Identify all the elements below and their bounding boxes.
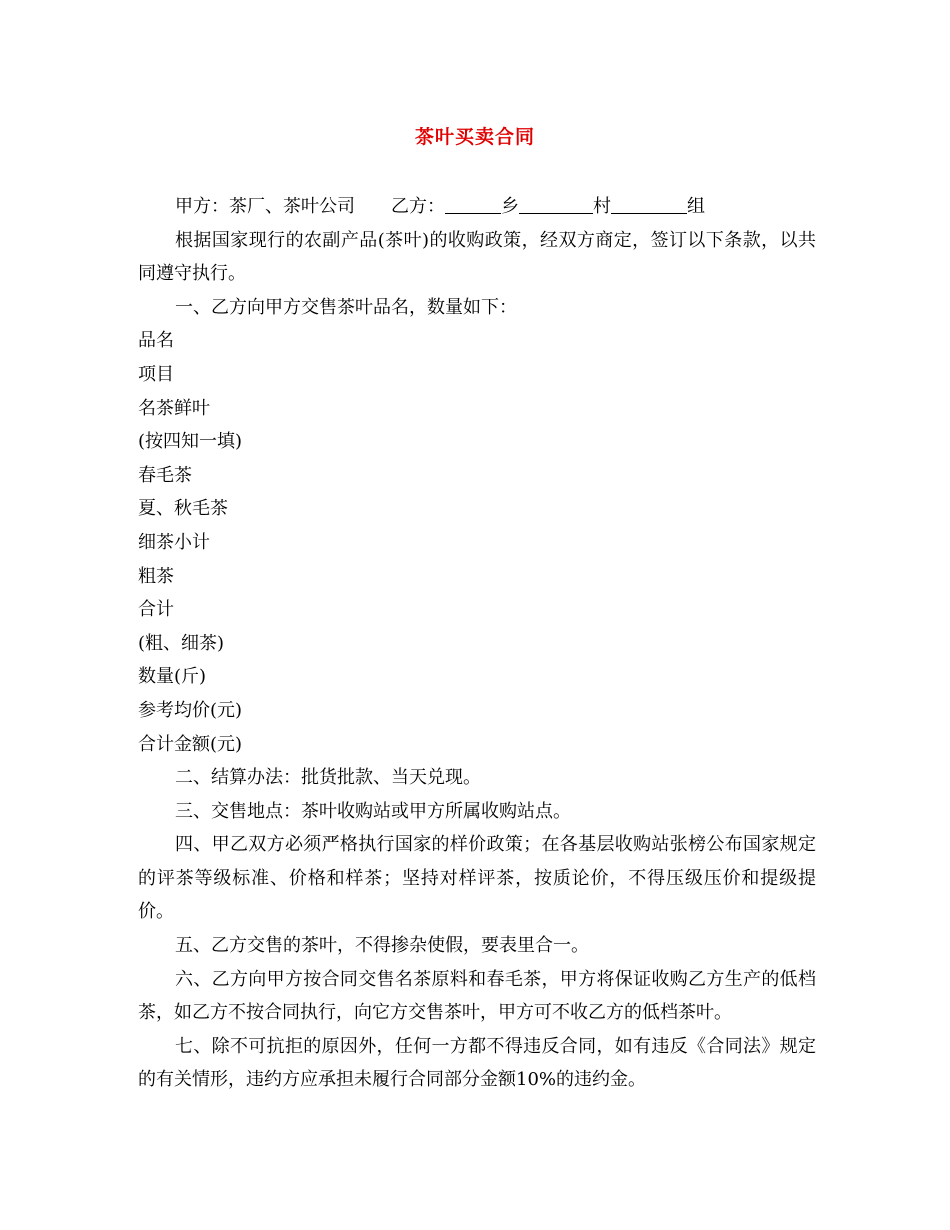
clause-7: 七、除不可抗拒的原因外，任何一方都不得违反合同，如有违反《合同法》规定的有关情形，违约方应承担未履行合同部分金额10%的违约金。	[138, 1035, 816, 1091]
blank-cun	[519, 195, 593, 214]
party-b-prefix: 乙方：	[391, 196, 445, 217]
table-line: 名茶鲜叶	[138, 397, 210, 419]
clause-2: 二、结算办法：批货批款、当天兑现。	[175, 767, 481, 789]
table-line: 细茶小计	[138, 531, 210, 553]
clause-4: 四、甲乙双方必须严格执行国家的样价政策；在各基层收购站张榜公布国家规定的评茶等级标准、价格和样茶；坚持对样评茶，按质论价，不得压级压价和提级提价。	[138, 834, 816, 923]
table-line: (粗、细茶)	[138, 632, 225, 654]
table-line: 夏、秋毛茶	[138, 498, 228, 520]
table-line: 参考均价(元)	[138, 699, 243, 721]
party-b-zu: 组	[687, 196, 705, 217]
clause-6: 六、乙方向甲方按合同交售名茶原料和春毛茶，甲方将保证收购乙方生产的低档茶，如乙方不按合同执行，向它方交售茶叶，甲方可不收乙方的低档茶叶。	[138, 968, 816, 1024]
parties-line	[138, 190, 816, 224]
clause-1: 一、乙方向甲方交售茶叶品名，数量如下：	[175, 296, 517, 318]
page-title: 茶叶买卖合同	[414, 126, 535, 148]
party-a: 甲方：茶厂、茶叶公司	[175, 196, 355, 217]
table-line: 品名	[138, 330, 174, 352]
table-line: 项目	[138, 363, 174, 385]
party-b-cun: 村	[593, 196, 611, 217]
blank-xiang	[445, 195, 501, 214]
table-line: 春毛茶	[138, 464, 192, 486]
table-line: (按四知一填)	[138, 431, 243, 453]
intro-paragraph: 根据国家现行的农副产品(茶叶)的收购政策，经双方商定，签订以下条款，以共同遵守执行。	[138, 229, 816, 285]
table-line: 合计	[138, 599, 174, 621]
clause-3: 三、交售地点：茶叶收购站或甲方所属收购站点。	[175, 800, 571, 822]
contract-body	[138, 190, 816, 1097]
table-line: 数量(斤)	[138, 666, 207, 688]
blank-zu	[611, 195, 687, 214]
clause-5: 五、乙方交售的茶叶，不得掺杂使假，要表里合一。	[175, 935, 589, 957]
table-line: 合计金额(元)	[138, 733, 243, 755]
table-line: 粗茶	[138, 565, 174, 587]
party-b-xiang: 乡	[501, 196, 519, 217]
